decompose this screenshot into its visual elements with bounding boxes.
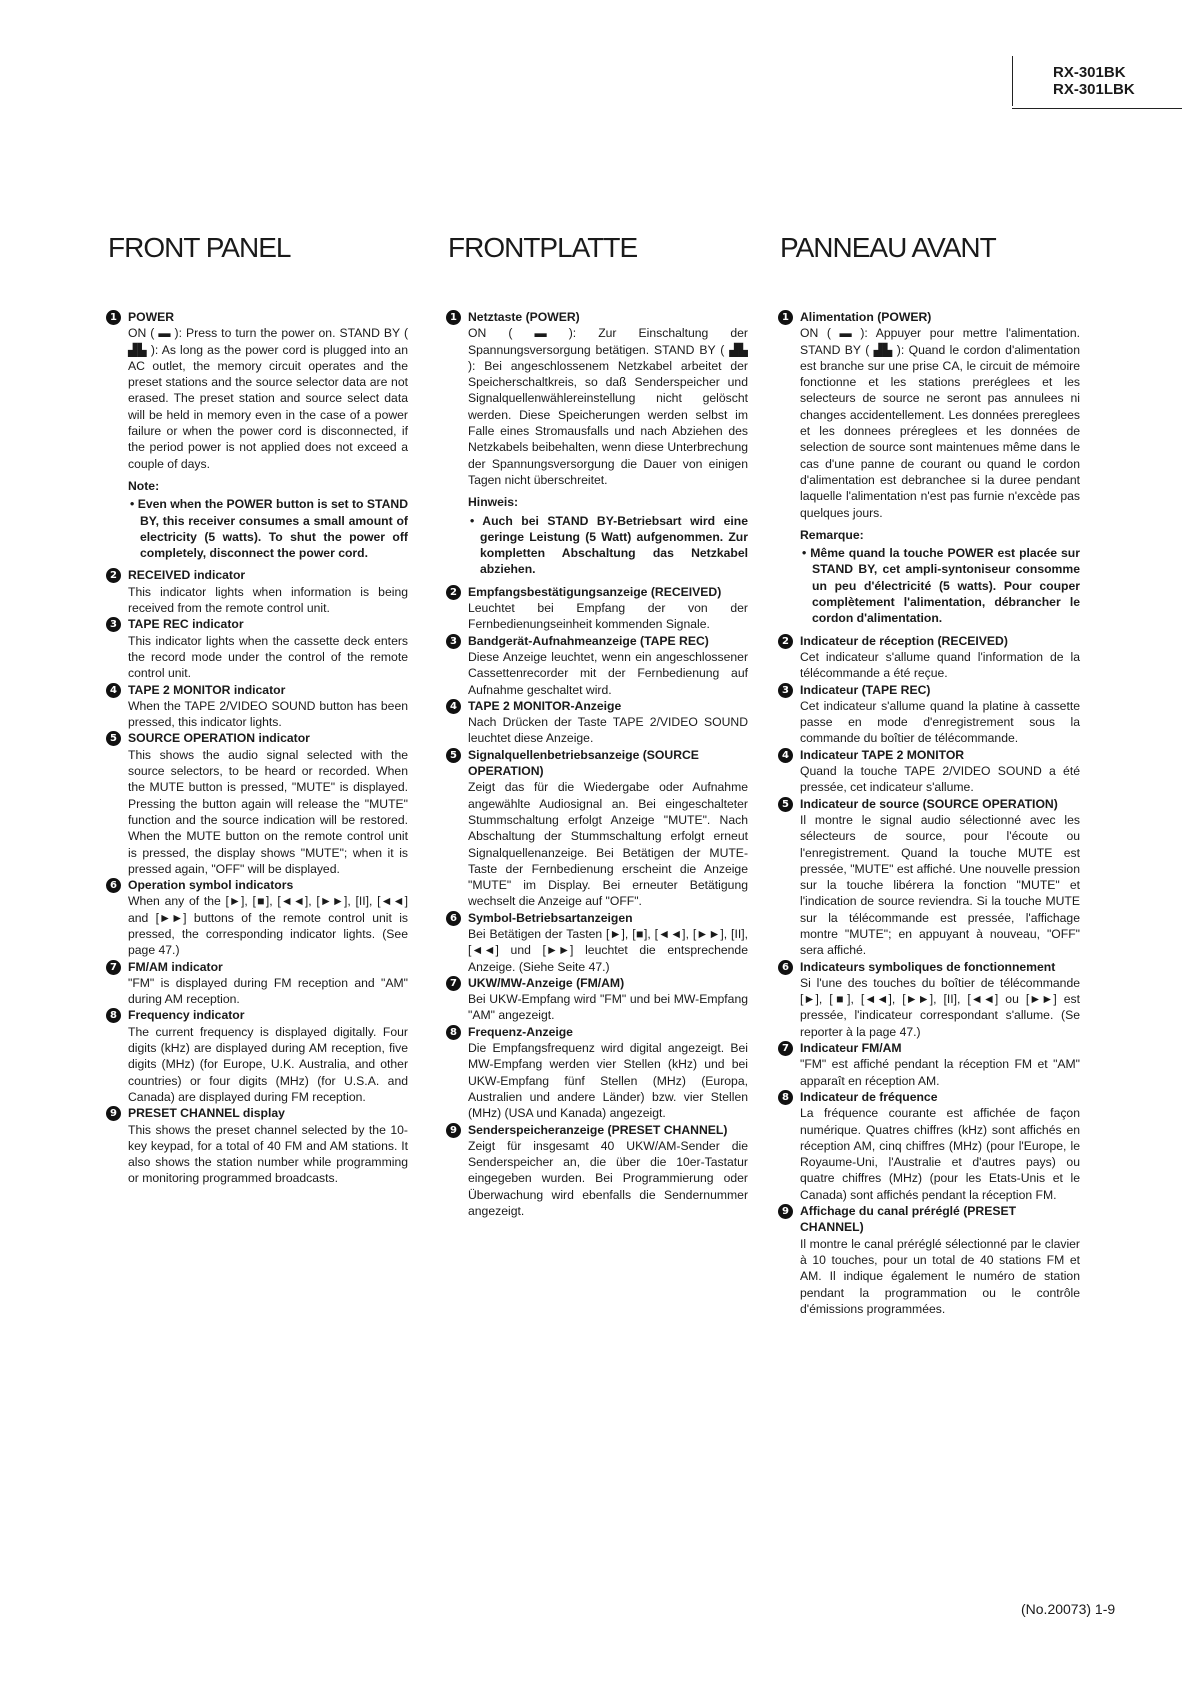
english-item-number-badge: 1 [106, 310, 121, 325]
french-note [780, 527, 1080, 627]
german-item-text: Nach Drücken der Taste TAPE 2/VIDEO SOUND leuchtet diese Anzeige. [468, 715, 748, 746]
french-item-text: Cet indicateur s'allume quand la platine à cassette passe en mode d'enregistrement sous la commande du boîtier de télécommande. [800, 698, 1080, 746]
english-item-number-badge: 4 [106, 683, 121, 698]
english-item-number-badge: 5 [106, 731, 121, 746]
french-item-text: Cet indicateur s'allume quand l'information de la télécommande a été reçue. [800, 649, 1080, 681]
french-item-title: Indicateur de fréquence [800, 1089, 938, 1104]
german-item-2 [448, 584, 748, 633]
german-item-5 [448, 747, 748, 910]
french-item-6 [780, 959, 1080, 1040]
french-item-text: La fréquence courante est affichée de façon numérique. Quatres chiffres (kHz) sont affichés en réception AM, cinq chiffres (MHz) (pour l'Europe, le Royaume-Uni, l'Australie et d'autres pays) ou quatre chiffres (MHz) (pour les Etats-Unis et le Canada) sont affichés pendant la réception FM. [800, 1106, 1080, 1202]
english-item-number-badge: 9 [106, 1106, 121, 1121]
english-item-text: This shows the audio signal selected with the source selectors, to be heard or recorded. When the MUTE button is pressed, "MUTE" is displayed. Pressing the button again will release the "MUTE" function and the source indication will be restored. When the MUTE button on the remote control unit is pressed, the display shows "MUTE"; when it is pressed again, "OFF" will be displayed. [128, 747, 408, 876]
english-item-title: TAPE REC indicator [128, 617, 244, 632]
model-line-horizontal [1012, 108, 1182, 109]
french-item-number-badge: 7 [778, 1041, 793, 1056]
french-heading: PANNEAU AVANT [780, 232, 996, 263]
german-item-9 [448, 1122, 748, 1220]
german-item-title: Frequenz-Anzeige [468, 1024, 573, 1039]
english-item-text: This shows the preset channel selected by the 10-key keypad, for a total of 40 FM and AM stations. It also shows the station number while programming or monitoring programmed broadcasts. [128, 1122, 408, 1186]
german-item-title: TAPE 2 MONITOR-Anzeige [468, 698, 622, 713]
english-item-4 [108, 682, 408, 731]
english-body [108, 309, 408, 1187]
german-note [448, 494, 748, 577]
german-item-4 [448, 698, 748, 747]
english-item-2 [108, 567, 408, 616]
german-item-title: Netztaste (POWER) [468, 310, 580, 324]
french-item-text: ON ( ▬ ): Appuyer pour mettre l'alimentation. STAND BY ( ▟▙ ): Quand le cordon d'alimentation est branche sur une prise CA, le circuit de mémoire fonctionne et les stations preréglees et les selecteurs de source ne seront pas annulees ni changes accidentellement. Les données prereglees et les donnees préreglees et les données de selection de source sont maintenues même dans le cas d'une panne de courant ou quand le cordon d'alimentation est debranchee si la duree pendant laquelle l'alimentation n'est pas furnie n'excède pas quelques jours. [800, 326, 1080, 520]
french-note-title: Remarque: [800, 527, 864, 542]
german-item-text: Zeigt für insgesamt 40 UKW/AM-Sender die Senderspeicher an, die über die 10er-Tastatur eingegeben wurden. Bei Programmierung oder Überwachung wird ebenfalls die Sendernummer angezeigt. [468, 1138, 748, 1219]
german-item-1 [448, 309, 748, 488]
english-item-number-badge: 3 [106, 617, 121, 632]
english-item-number-badge: 7 [106, 960, 121, 975]
french-item-title: Alimentation (POWER) [800, 310, 932, 324]
english-note-title: Note: [128, 478, 160, 493]
german-item-text: ON ( ▬ ): Zur Einschaltung der Spannungsversorgung betätigen. STAND BY ( ▟▙ ): Bei angeschlossenem Netzkabel arbeitet der Speicherschaltkreis, so daß Senderspeicher und Signalquellenwählereinstellung nicht gelöscht werden. Diese Speicherungen werden selbst im Falle eines Stromausfalls und nach Abziehen des Netzkabels beibehalten, wenn diese Unterbrechung der Spannungsversorgung die Dauer von einigen Tagen nicht überschreitet. [468, 326, 748, 487]
english-item-title: FM/AM indicator [128, 959, 223, 974]
french-item-title: Indicateur de réception (RECEIVED) [800, 633, 1008, 648]
model-line-vertical [1012, 56, 1013, 106]
french-item-title: Indicateur FM/AM [800, 1041, 902, 1056]
german-item-3 [448, 633, 748, 698]
model-number [1053, 64, 1135, 98]
german-item-number-badge: 7 [446, 976, 461, 991]
german-item-text: Die Empfangsfrequenz wird digital angezeigt. Bei MW-Empfang werden vier Stellen (kHz) und bei UKW-Empfang fünf Stellen (MHz) (Europa, Australien und andere Länder) bzw. vier Stellen (MHz) (USA und Kanada) angezeigt. [468, 1041, 748, 1121]
german-item-number-badge: 1 [446, 310, 461, 325]
german-item-title: Senderspeicheranzeige (PRESET CHANNEL) [468, 1122, 728, 1137]
english-heading: FRONT PANEL [108, 232, 291, 263]
german-item-number-badge: 2 [446, 585, 461, 600]
model-number-2: RX-301LBK [1053, 81, 1135, 98]
model-number-1: RX-301BK [1053, 64, 1126, 81]
french-item-number-badge: 8 [778, 1090, 793, 1105]
german-item-text: Diese Anzeige leuchtet, wenn ein angeschlossener Cassettenrecorder mit der Fernbedienung auf Aufnahme geschaltet wird. [468, 649, 748, 697]
german-item-text: Leuchtet bei Empfang der von der Fernbedienungseinheit kommenden Signale. [468, 601, 748, 632]
english-item-title: RECEIVED indicator [128, 568, 246, 583]
french-item-title: Affichage du canal préréglé (PRESET CHANNEL) [800, 1204, 1017, 1235]
german-item-number-badge: 3 [446, 634, 461, 649]
english-item-6 [108, 877, 408, 958]
french-item-title: Indicateurs symboliques de fonctionnement [800, 959, 1056, 974]
english-item-title: PRESET CHANNEL display [128, 1106, 285, 1121]
german-item-7 [448, 975, 748, 1024]
english-note-text: • Even when the POWER button is set to STAND BY, this receiver consumes a small amount of electricity (5 watts). To shut the power off completely, disconnect the power cord. [130, 497, 408, 561]
english-item-title: Operation symbol indicators [128, 878, 294, 893]
french-body [780, 309, 1080, 1317]
french-item-number-badge: 4 [778, 748, 793, 763]
french-item-text: Il montre le signal audio sélectionné avec les sélecteurs de source, pour l'écoute ou l'enregistrement. Quand la touche MUTE est pressée, "MUTE" est affiché. Une nouvelle pression sur la touche libérera la fonction "MUTE" et l'indication de source reviendra. Si la touche MUTE sur la télécommande est pressée, l'affichage montre "MUTE"; en appuyant à nouveau, "OFF" sera affiché. [800, 812, 1080, 958]
german-item-text: Bei Betätigen der Tasten [►], [■], [◄◄], [►►], [II], [◄◄] und [►►] leuchtet die entsprechende Anzeige. (Siehe Seite 47.) [468, 926, 748, 974]
german-note-text: • Auch bei STAND BY-Betriebsart wird eine geringe Leistung (5 Watt) aufgenommen. Zur kompletten Abschaltung das Netzkabel abziehen. [470, 513, 748, 577]
french-item-7 [780, 1040, 1080, 1089]
german-item-number-badge: 6 [446, 911, 461, 926]
french-item-8 [780, 1089, 1080, 1203]
french-item-title: Indicateur TAPE 2 MONITOR [800, 747, 965, 762]
french-item-text: Quand la touche TAPE 2/VIDEO SOUND a été pressée, cet indicateur s'allume. [800, 764, 1080, 795]
english-item-title: Frequency indicator [128, 1008, 245, 1023]
english-item-text: ON ( ▬ ): Press to turn the power on. STAND BY ( ▟▙ ): As long as the power cord is plugged into an AC outlet, the memory circuit operates and the preset stations and the source selector data are not erased. The preset station and source select data will be held in memory even in the case of a power failure or when the power cord is disconnected, if the period power is not applied does not exceed a couple of days. [128, 326, 408, 471]
french-item-3 [780, 682, 1080, 747]
english-item-text: "FM" is displayed during FM reception and "AM" during AM reception. [128, 975, 408, 1007]
english-item-text: This indicator lights when the cassette deck enters the record mode under the control of the remote control unit. [128, 633, 408, 681]
french-item-text: Il montre le canal préréglé sélectionné par le clavier à 10 touches, pour un total de 40 stations FM et AM. Il indique également le numéro de station pendant la programmation ou le contrôle d'émissions programmées. [800, 1236, 1080, 1316]
french-item-text: Si l'une des touches du boîtier de télécommande [►], [■], [◄◄], [►►], [II], [◄◄] ou [►►] est pressée, l'indicateur correspondant s'allume. (Se reporter à la page 47.) [800, 975, 1080, 1039]
french-item-title: Indicateur (TAPE REC) [800, 682, 931, 697]
french-item-title: Indicateur de source (SOURCE OPERATION) [800, 796, 1058, 811]
german-item-6 [448, 910, 748, 975]
french-item-number-badge: 5 [778, 797, 793, 812]
german-item-number-badge: 4 [446, 699, 461, 714]
french-item-text: "FM" est affiché pendant la réception FM et "AM" apparaît en réception AM. [800, 1057, 1080, 1088]
german-item-title: Symbol-Betriebsartanzeigen [468, 910, 633, 925]
english-item-text: This indicator lights when information is being received from the remote control unit. [128, 584, 408, 616]
french-note-text: • Même quand la touche POWER est placée sur STAND BY, cet ampli-syntoniseur consomme un peu d'électricité (5 watts). Pour couper complètement l'alimentation, débrancher le cordon d'alimentation. [802, 546, 1080, 626]
german-heading: FRONTPLATTE [448, 232, 638, 263]
english-item-8 [108, 1007, 408, 1105]
german-item-text: Bei UKW-Empfang wird "FM" und bei MW-Empfang "AM" angezeigt. [468, 992, 748, 1023]
german-item-title: Signalquellenbetriebsanzeige (SOURCE OPERATION) [468, 747, 699, 779]
english-item-5 [108, 730, 408, 877]
french-item-number-badge: 9 [778, 1204, 793, 1219]
german-item-number-badge: 5 [446, 748, 461, 763]
english-item-title: POWER [128, 310, 175, 324]
english-item-number-badge: 8 [106, 1008, 121, 1023]
french-item-4 [780, 747, 1080, 796]
english-item-7 [108, 959, 408, 1008]
english-item-number-badge: 6 [106, 878, 121, 893]
german-item-title: Bandgerät-Aufnahmeanzeige (TAPE REC) [468, 633, 709, 648]
french-item-number-badge: 1 [778, 310, 793, 325]
english-item-text: When any of the [►], [■], [◄◄], [►►], [II], [◄◄] and [►►] buttons of the remote control unit is pressed, the corresponding indicator lights. (See page 47.) [128, 894, 408, 958]
german-note-title: Hinweis: [468, 495, 519, 510]
german-item-title: Empfangsbestätigungsanzeige (RECEIVED) [468, 584, 722, 599]
page-number: (No.20073) 1-9 [1021, 1601, 1116, 1617]
english-item-text: The current frequency is displayed digitally. Four digits (kHz) are displayed during AM reception, five digits (MHz) (for Europe, U.K. Australia, and other countries) or four digits (MHz) (for U.S.A. and Canada) are displayed during FM reception. [128, 1024, 408, 1104]
english-item-title: SOURCE OPERATION indicator [128, 731, 310, 746]
german-body [448, 309, 748, 1219]
english-item-title: TAPE 2 MONITOR indicator [128, 682, 286, 697]
french-item-number-badge: 2 [778, 634, 793, 649]
german-item-number-badge: 9 [446, 1123, 461, 1138]
french-item-5 [780, 796, 1080, 959]
english-item-number-badge: 2 [106, 568, 121, 583]
french-item-number-badge: 3 [778, 683, 793, 698]
english-item-9 [108, 1105, 408, 1186]
english-item-1 [108, 309, 408, 472]
french-item-number-badge: 6 [778, 960, 793, 975]
german-item-text: Zeigt das für die Wiedergabe oder Aufnahme angewählte Audiosignal an. Bei eingeschalteter Stummschaltung erfolgt Anzeige "MUTE". Nach Abschaltung der Stummschaltung erfolgt erneut Signalquellenanzeige. Bei Betätigen der MUTE-Taste der Fernbedienung erscheint die Anzeige "MUTE" im Display. Bei erneuter Betätigung wechselt die Anzeige auf "OFF". [468, 780, 748, 909]
english-item-3 [108, 616, 408, 681]
english-note [108, 478, 408, 561]
french-item-9 [780, 1203, 1080, 1317]
french-item-1 [780, 309, 1080, 521]
german-item-title: UKW/MW-Anzeige (FM/AM) [468, 975, 625, 990]
german-item-8 [448, 1024, 748, 1122]
german-item-number-badge: 8 [446, 1025, 461, 1040]
english-item-text: When the TAPE 2/VIDEO SOUND button has been pressed, this indicator lights. [128, 698, 408, 730]
french-item-2 [780, 633, 1080, 682]
